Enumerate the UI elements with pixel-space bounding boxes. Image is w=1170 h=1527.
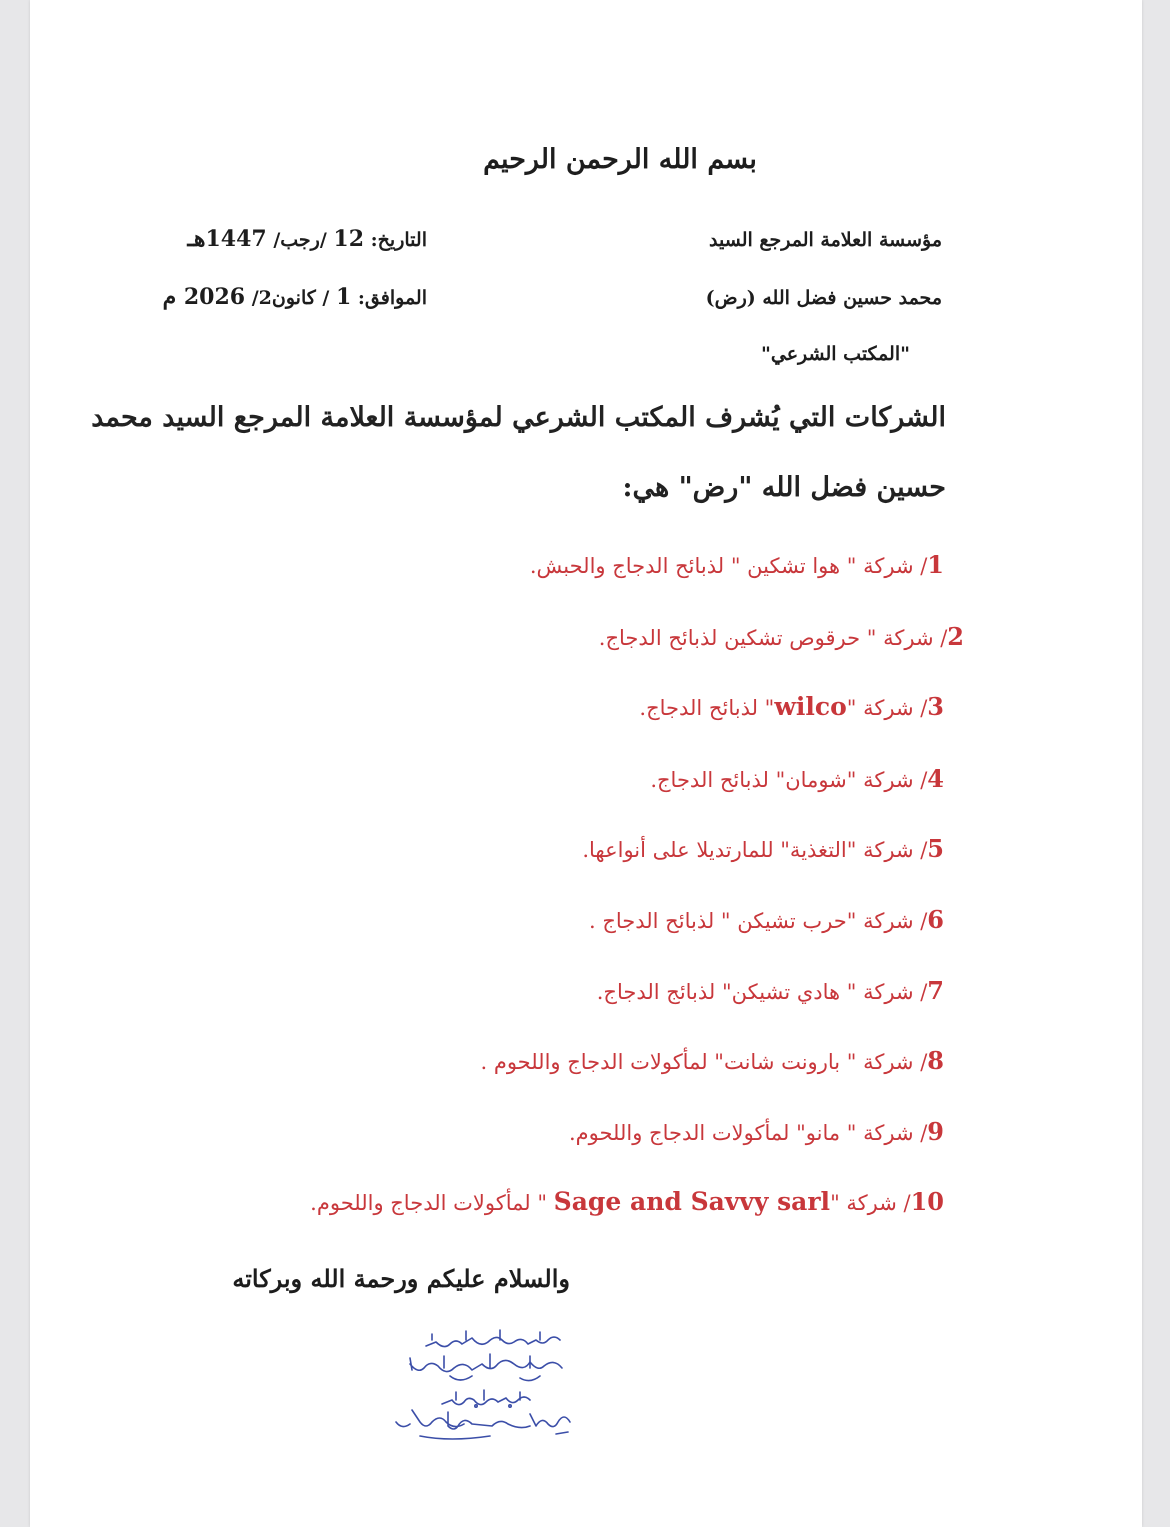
item-number: 5 <box>927 834 944 863</box>
item-text: / شركة " حرقوص تشكين لذبائح الدجاج. <box>598 626 948 650</box>
item-text: / شركة " مانو" لمأكولات الدجاج واللحوم. <box>568 1121 928 1145</box>
gregorian-date <box>163 284 427 310</box>
item-text-before: / شركة " <box>846 696 928 720</box>
item-latin-name: Sage and Savvy sarl <box>553 1187 831 1216</box>
item-text: / شركة "حرب تشيكن " لذبائح الدجاج . <box>588 909 928 933</box>
closing-salutation: والسلام عليكم ورحمة الله وبركاته <box>232 1264 570 1293</box>
date-month: /رجب/ <box>273 229 327 251</box>
list-item <box>582 834 944 863</box>
intro-line2: حسين فضل الله "رض" هي: <box>622 472 946 503</box>
item-text-before: / شركة " <box>830 1191 911 1215</box>
item-number: 3 <box>927 692 944 721</box>
office-stamp <box>380 1326 580 1446</box>
corresponding-day: 1 <box>335 284 352 310</box>
list-item <box>650 764 944 793</box>
hijri-date <box>187 226 427 252</box>
item-number: 9 <box>927 1117 944 1146</box>
document-page <box>30 0 1142 1527</box>
list-item <box>639 692 944 721</box>
item-number: 10 <box>910 1187 944 1216</box>
corresponding-month: / كانون2/ <box>251 287 330 309</box>
item-text-after: " لذبائح الدجاج. <box>639 696 775 720</box>
list-item <box>480 1046 944 1075</box>
date-year: 1447هـ <box>187 226 267 252</box>
item-text-after: " لمأكولات الدجاج واللحوم. <box>310 1191 554 1215</box>
date-day: 12 <box>333 226 365 252</box>
institution-name-line1: مؤسسة العلامة المرجع السيد <box>709 229 942 251</box>
item-latin-name: wilco <box>774 692 847 721</box>
item-number: 1 <box>927 550 944 579</box>
item-text: / شركة " بارونت شانت" لمأكولات الدجاج واللحوم . <box>480 1050 928 1074</box>
item-number: 2 <box>947 622 964 651</box>
item-number: 8 <box>927 1046 944 1075</box>
list-item <box>589 905 944 934</box>
institution-name-line2: محمد حسين فضل الله (رض) <box>705 287 942 309</box>
corresponding-label: الموافق: <box>357 287 427 309</box>
item-text: / شركة " هادي تشيكن" لذبائج الدجاج. <box>596 980 928 1004</box>
list-item <box>597 976 944 1005</box>
stamp-signature-graphic <box>380 1326 580 1446</box>
item-text: / شركة "التغذية" للمارتديلا على أنواعها. <box>582 838 928 862</box>
item-text: / شركة " هوا تشكين " لذبائح الدجاج والحبش. <box>529 554 928 578</box>
office-name: "المكتب الشرعي" <box>760 343 910 365</box>
list-item <box>599 622 964 651</box>
intro-line1: الشركات التي يُشرف المكتب الشرعي لمؤسسة العلامة المرجع السيد محمد <box>91 402 946 433</box>
item-number: 7 <box>927 976 944 1005</box>
corresponding-year: 2026 م <box>162 284 246 310</box>
date-label: التاريخ: <box>370 229 427 251</box>
item-number: 4 <box>927 764 944 793</box>
list-item <box>310 1187 944 1216</box>
list-item <box>569 1117 944 1146</box>
basmala-heading: بسم الله الرحمن الرحيم <box>483 144 757 175</box>
list-item <box>530 550 944 579</box>
item-number: 6 <box>927 905 944 934</box>
item-text: / شركة "شومان" لذبائح الدجاج. <box>650 768 928 792</box>
